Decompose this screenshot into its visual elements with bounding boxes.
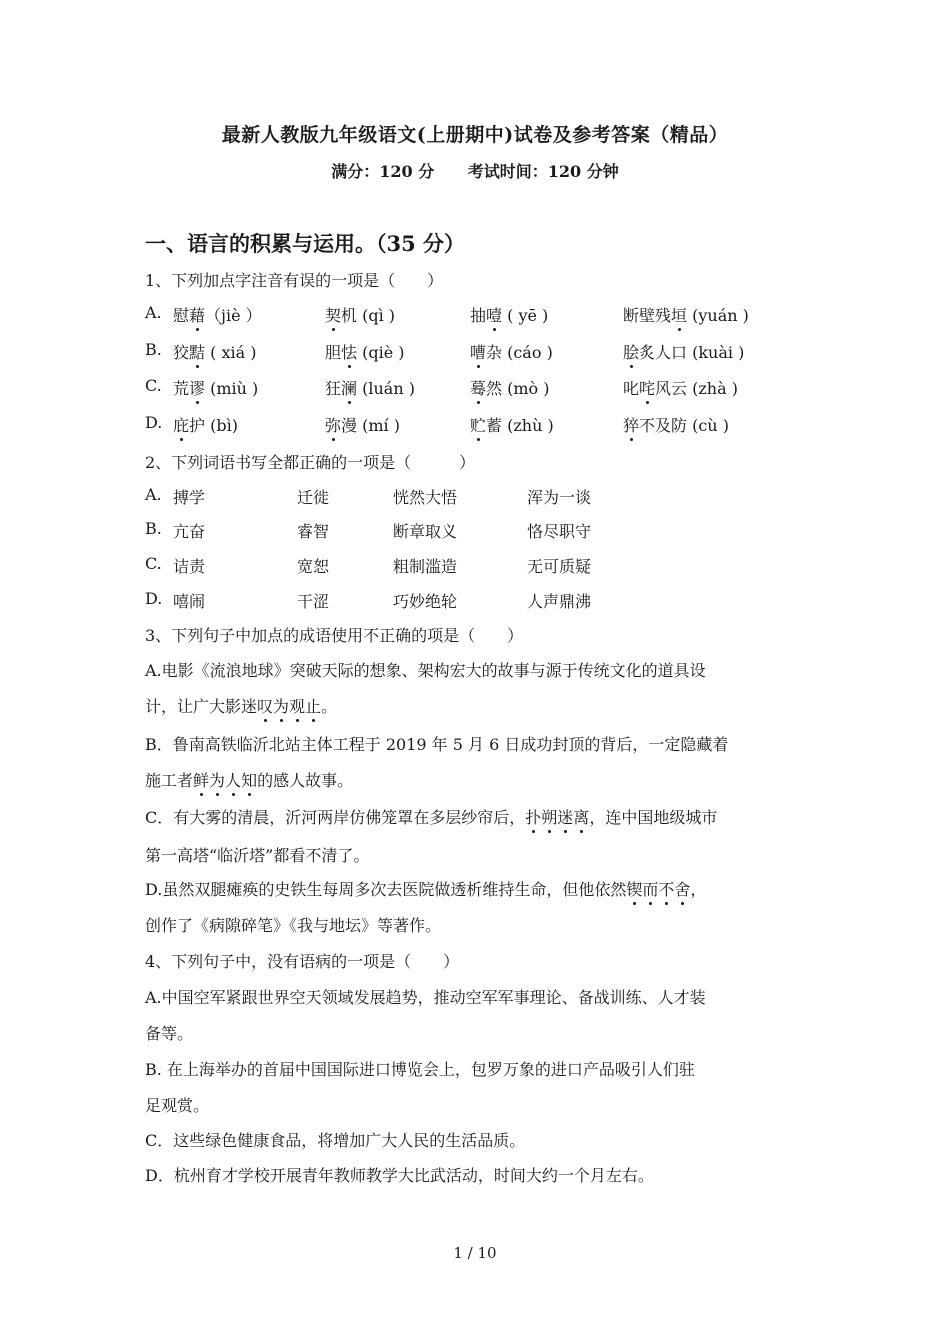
dotted-char: 迷 [557, 805, 573, 828]
page-number: 1 / 10 [453, 1244, 497, 1262]
option-term: 贮蓄 (zhù ) [470, 413, 554, 436]
question-3-option-d-line1 [145, 877, 706, 900]
option-term: 慰藉（jiè ） [173, 303, 262, 326]
dotted-char: 舍 [674, 877, 690, 900]
text-segment: 计，让广大影迷 [145, 697, 258, 716]
page-title: 最新人教版九年级语文(上册期中)试卷及参考答案（精品） [221, 124, 729, 146]
dotted-char: 人 [225, 768, 241, 791]
text-segment: 。 [321, 697, 338, 716]
option-label: C. [145, 554, 162, 573]
option-word: 亢奋 [173, 522, 206, 541]
option-term: 叱咤风云 (zhà ) [623, 376, 738, 399]
option-word: 嘻闹 [173, 592, 206, 611]
option-label: A. [145, 485, 162, 504]
dotted-char: 知 [241, 768, 257, 791]
option-term: 蓦然 (mò ) [470, 376, 549, 399]
option-term: 胆怯 (qiè ) [325, 340, 405, 363]
dotted-char: 噎 [486, 303, 502, 326]
option-label: C. [145, 376, 162, 395]
question-3-option-a-line1: A.电影《流浪地球》突破天际的想象、架构宏大的故事与源于传统文化的道具设 [145, 661, 706, 680]
option-term: 荒谬 (miù ) [173, 376, 258, 399]
question-4-option-c: C．这些绿色健康食品，将增加广大人民的生活品质。 [145, 1131, 526, 1150]
dotted-char: 扑 [525, 805, 541, 828]
dotted-char: 契 [325, 303, 341, 326]
dotted-char: 嘈 [470, 340, 486, 363]
option-word: 人声鼎沸 [527, 592, 592, 611]
text-segment: ，连中国地级城市 [589, 808, 718, 827]
option-term: 嘈杂 (cáo ) [470, 340, 553, 363]
dotted-char: 脍 [623, 340, 639, 363]
option-word: 断章取义 [393, 522, 458, 541]
option-label: B. [145, 340, 162, 359]
dotted-char: 鲜 [193, 768, 209, 791]
option-term: 庇护 (bì) [173, 413, 238, 436]
option-word: 巧妙绝轮 [393, 592, 458, 611]
dotted-char: 蓦 [470, 376, 486, 399]
dotted-char: 离 [573, 805, 589, 828]
text-segment: C．有大雾的清晨，沂河两岸仿佛笼罩在多层纱帘后， [145, 808, 526, 827]
question-3-option-a-line2 [145, 694, 337, 717]
dotted-char: 澜 [341, 376, 357, 399]
option-word: 宽恕 [297, 557, 330, 576]
question-1-stem: 1、下列加点字注音有误的一项是（ ） [145, 271, 444, 290]
option-term: 狡黠 ( xiá ) [173, 340, 256, 363]
dotted-idiom [626, 880, 690, 899]
text-segment: ， [690, 880, 707, 899]
dotted-char: 贮 [470, 413, 486, 436]
dotted-char: 而 [642, 877, 658, 900]
dotted-char: 谬 [189, 376, 205, 399]
dotted-char: 庇 [173, 413, 189, 436]
section-heading: 一、语言的积累与运用。（35 分） [145, 231, 466, 256]
exam-time: 考试时间：120 分钟 [467, 162, 619, 181]
dotted-char: 怯 [341, 340, 357, 363]
dotted-char: 垣 [671, 303, 687, 326]
dotted-char: 为 [209, 768, 225, 791]
dotted-char: 藉 [189, 303, 205, 326]
full-score: 满分：120 分 [331, 162, 435, 181]
question-4-option-b-line2: 足观赏。 [145, 1096, 210, 1115]
question-4-option-a-line1: A.中国空军紧跟世界空天领域发展趋势，推动空军军事理论、备战训练、人才装 [145, 988, 706, 1007]
option-label: B. [145, 519, 162, 538]
question-4-stem: 4、下列句子中，没有语病的一项是（ ） [145, 952, 460, 971]
dotted-idiom [525, 808, 589, 827]
text-segment: 的感人故事。 [257, 771, 354, 790]
question-3-option-c-line1 [145, 805, 717, 828]
dotted-char: 叹 [257, 694, 273, 717]
option-word: 恪尽职守 [527, 522, 592, 541]
question-3-option-d-line2: 创作了《病隙碎笔》《我与地坛》等著作。 [145, 916, 442, 935]
option-word: 恍然大悟 [393, 488, 458, 507]
option-word: 浑为一谈 [527, 488, 592, 507]
option-term: 脍炙人口 (kuài ) [623, 340, 744, 363]
dotted-char: 不 [658, 877, 674, 900]
option-term: 狂澜 (luán ) [325, 376, 415, 399]
text-segment: D.虽然双腿瘫痪的史铁生每周多次去医院做透析维持生命，但他依然 [145, 880, 627, 899]
dotted-idiom [193, 771, 257, 790]
question-4-option-a-line2: 备等。 [145, 1024, 194, 1043]
dotted-char: 咤 [639, 376, 655, 399]
question-3-stem: 3、下列句子中加点的成语使用不正确的项是（ ） [145, 626, 524, 645]
dotted-char: 止 [305, 694, 321, 717]
option-label: D. [145, 413, 163, 432]
dotted-idiom [257, 697, 321, 716]
option-term: 弥漫 (mí ) [325, 413, 400, 436]
option-word: 诘责 [173, 557, 206, 576]
exam-info [0, 159, 950, 182]
option-word: 粗制滥造 [393, 557, 458, 576]
dotted-char: 弥 [325, 413, 341, 436]
dotted-char: 黠 [189, 340, 205, 363]
option-word: 睿智 [297, 522, 330, 541]
question-4-option-d: D．杭州育才学校开展青年教师教学大比武活动，时间大约一个月左右。 [145, 1166, 654, 1185]
question-3-option-c-line2: 第一高塔“临沂塔”都看不清了。 [145, 846, 370, 865]
option-term: 契机 (qì ) [325, 303, 395, 326]
option-word: 无可质疑 [527, 557, 592, 576]
option-word: 干涩 [297, 592, 330, 611]
option-word: 迁徙 [297, 488, 330, 507]
question-3-option-b-line2 [145, 768, 353, 791]
question-2-stem: 2、下列词语书写全都正确的一项是（ ） [145, 453, 476, 472]
option-word: 搏学 [173, 488, 206, 507]
option-term: 断壁残垣 (yuán ) [623, 303, 749, 326]
dotted-char: 猝 [623, 413, 639, 436]
text-segment: 施工者 [145, 771, 194, 790]
option-label: A. [145, 303, 162, 322]
option-label: D. [145, 589, 163, 608]
dotted-char: 观 [289, 694, 305, 717]
question-3-option-b-line1: B．鲁南高铁临沂北站主体工程于 2019 年 5 月 6 日成功封顶的背后，一定隐藏着 [145, 735, 729, 754]
option-term: 猝不及防 (cù ) [623, 413, 729, 436]
dotted-char: 朔 [541, 805, 557, 828]
dotted-char: 为 [273, 694, 289, 717]
dotted-char: 锲 [626, 877, 642, 900]
option-term: 抽噎 ( yē ) [470, 303, 548, 326]
question-4-option-b-line1: B. 在上海举办的首届中国国际进口博览会上，包罗万象的进口产品吸引人们驻 [145, 1060, 695, 1079]
